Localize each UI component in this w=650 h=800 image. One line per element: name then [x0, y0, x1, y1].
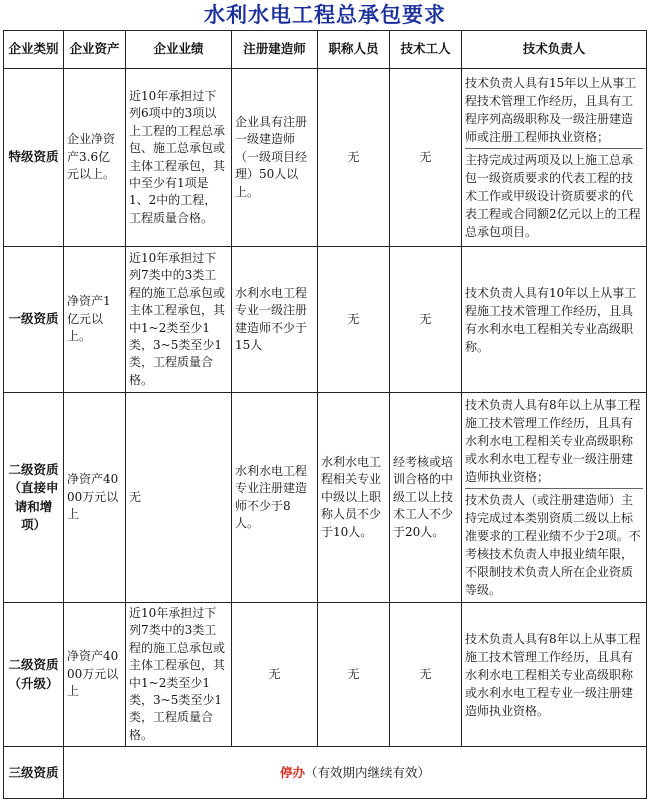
header-performance: 企业业绩	[126, 31, 232, 69]
workers-cell: 无	[390, 247, 462, 393]
assets-cell: 净资产4000万元以上	[64, 393, 126, 603]
tech-lead-cell	[462, 393, 647, 603]
tech-lead-paragraph: 技术负责人具有10年以上从事工程施工技术管理工作经历，且具有水利水电工程相关专业高级职称。	[465, 285, 637, 354]
table-row	[4, 393, 647, 603]
performance-cell: 无	[126, 393, 232, 603]
workers-cell: 经考核或培训合格的中级工以上技术工人不少于20人。	[390, 393, 462, 603]
header-workers: 技术工人	[390, 31, 462, 69]
engineers-cell: 无	[232, 603, 318, 747]
tech-lead-paragraph: 技术负责人（或注册建造师）主持完成过本类别资质二级以上标准要求的工程业绩不少于2项。不考核技术负责人申报业绩年限，不限制技术负责人所在企业资质等级。	[465, 488, 643, 599]
tech-lead-cell	[462, 69, 647, 247]
document-title: 水利水电工程总承包要求	[204, 2, 446, 27]
performance-cell: 近10年承担过下列7类中的3类工程的施工总承包或主体工程承包，其中1~2类至少1类，3~5类至少1类，工程质量合格。	[126, 603, 232, 747]
header-category: 企业类别	[4, 31, 64, 69]
header-row	[4, 31, 647, 69]
grade-cell: 特级资质	[4, 69, 64, 247]
assets-cell: 净资产1亿元以上。	[64, 247, 126, 393]
workers-cell: 无	[390, 603, 462, 747]
assets-cell: 净资产4000万元以上	[64, 603, 126, 747]
engineers-cell: 企业具有注册一级建造师（一级项目经理）50人以上。	[232, 69, 318, 247]
stopped-cell	[64, 747, 647, 799]
grade-cell: 二级资质（升级）	[4, 603, 64, 747]
performance-cell: 近10年承担过下列6项中的3项以上工程的工程总承包、施工总承包或主体工程承包，其中至少有1项是1、2中的工程，工程质量合格。	[126, 69, 232, 247]
stopped-note: （有效期内继续有效）	[305, 764, 431, 780]
workers-cell: 无	[390, 69, 462, 247]
table-row	[4, 747, 647, 799]
titled-staff-cell: 水利水电工程相关专业中级以上职称人员不少于10人。	[318, 393, 390, 603]
grade-cell: 三级资质	[4, 747, 64, 799]
tech-lead-paragraph: 技术负责人具有15年以上从事工程技术管理工作经历，且具有工程序列高级职称及一级注册建造师或注册工程师执业资格；	[465, 76, 637, 144]
tech-lead-cell	[462, 247, 647, 393]
assets-cell: 企业净资产3.6亿元以上。	[64, 69, 126, 247]
engineers-cell: 水利水电工程专业注册建造师不少于8人。	[232, 393, 318, 603]
header-tech-lead: 技术负责人	[462, 31, 647, 69]
stopped-label: 停办	[279, 764, 305, 780]
header-engineers: 注册建造师	[232, 31, 318, 69]
grade-cell: 一级资质	[4, 247, 64, 393]
titled-staff-cell: 无	[318, 69, 390, 247]
table-row	[4, 603, 647, 747]
tech-lead-cell	[462, 603, 647, 747]
performance-cell: 近10年承担过下列7类中的3类工程的施工总承包或主体工程承包，其中1~2类至少1类，3~5类至少1类，工程质量合格。	[126, 247, 232, 393]
tech-lead-paragraph: 技术负责人具有8年以上从事工程施工技术管理工作经历，且具有水利水电工程相关专业高级职称或水利水电工程专业一级注册建造师执业资格；	[465, 398, 641, 484]
titled-staff-cell: 无	[318, 603, 390, 747]
engineers-cell: 水利水电工程专业一级注册建造师不少于15人	[232, 247, 318, 393]
header-assets: 企业资产	[64, 31, 126, 69]
grade-cell: 二级资质（直接申请和增项）	[4, 393, 64, 603]
table-row	[4, 69, 647, 247]
tech-lead-paragraph: 技术负责人具有8年以上从事工程施工技术管理工作经历，且具有水利水电工程相关专业高级职称或水利水电工程专业一级注册建造师执业资格。	[465, 631, 641, 718]
table-row	[4, 247, 647, 393]
qualification-table	[3, 30, 647, 799]
tech-lead-paragraph: 主持完成过两项及以上施工总承包一级资质要求的代表工程的技术工作或甲级设计资质要求的代表工程或合同额2亿元以上的工程总承包项目。	[465, 148, 643, 241]
titled-staff-cell: 无	[318, 247, 390, 393]
header-titled-staff: 职称人员	[318, 31, 390, 69]
